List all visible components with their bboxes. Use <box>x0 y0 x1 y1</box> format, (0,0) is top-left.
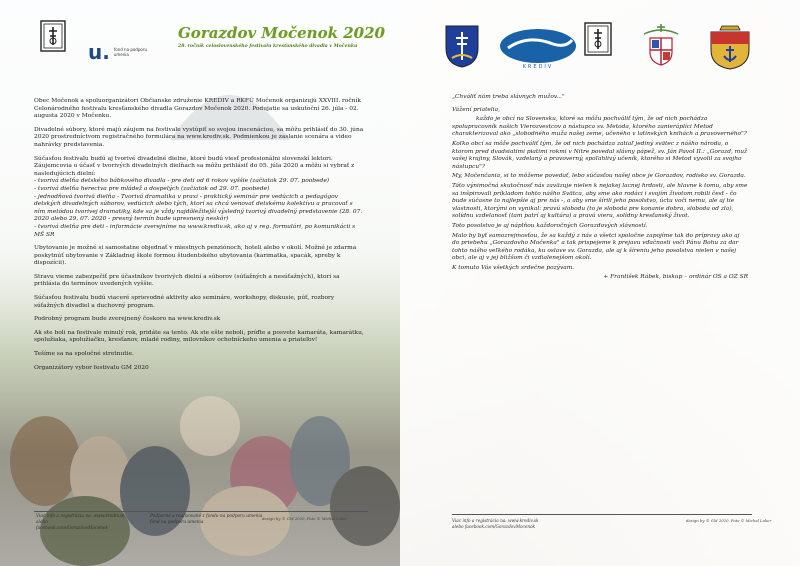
right-page <box>400 0 800 566</box>
meals-paragraph: Stravu vieme zabezpečiť pre účastníkov tvorivých dielní a súborov (súťažných a nesúťažných), ktorí sa prihlásia do termínov uvedených vyššie. <box>34 273 340 288</box>
right-footer-divider <box>452 514 752 515</box>
invite-paragraph: Ak ste boli na festivale minulý rok, pridáte sa tento. Ak ste ešte neboli, príďte a posvete kamaráta, kamarátku, spolužiaka, spolužiačku, kresťanov, mladé rodiny, milovníkov ochotníckeho umenia a priateľov! <box>34 329 364 344</box>
left-footer-divider <box>34 511 368 512</box>
letter-paragraph: Táto výnimočná skutočnosť nás zaväzuje nielen k nejakej lacnej hrdosti, ale hlavne k tomu, aby sme sa inšpirovali príkladom tohto nášho Svätca, aby sme ako rodáci i svojím životom robili česť - čo bude súčasne to najlepšie aj pre nás -, a aby sme šírili jeho posolstvo, úctu voči nemu, ale aj tie vlastnosti, ktorými on vynikal: pravú slobodu (to je sloboda pre konanie dobra, sloboda od zla), solídnu vzdelanosť (tam patrí aj kultúra) a pravú vieru, solídny kresťanský život. <box>452 182 748 220</box>
letter-quote: „Chváliť nám treba slávnych mužov..." <box>452 94 565 100</box>
footer-line: Podporné a realizované z fondu na podporu umenia <box>150 514 263 519</box>
gorazd-emblem-logo <box>584 22 612 56</box>
mocenok-coat-of-arms <box>444 24 480 68</box>
left-footer-credits: design by © GM 2020, Foto © Michal Luker <box>262 516 348 521</box>
fond-na-podporu-umenia-logo: u . fond na podporu umenia <box>88 40 148 64</box>
organizers-paragraph: Organizátory vybor festivalu GM 2020 <box>34 364 149 371</box>
letter-paragraph: My, Močenčania, si to môžeme povedať, lebo súčasťou našej obce je Gorazdov, rodisko sv. Gorazda. <box>452 173 746 180</box>
footer-link[interactable]: alebo facebook.com/GorazdovMocenok <box>452 524 536 529</box>
footer-line: fond na podporu umenia <box>150 520 204 525</box>
bishop-coat-of-arms <box>640 22 682 68</box>
footer-line: alebo <box>36 520 48 525</box>
letter-signature: + František Rábek, biskup – ordinár OS a OZ SR <box>603 274 748 281</box>
gorazd-emblem-logo <box>40 20 66 52</box>
left-footer-info <box>36 514 125 532</box>
krediv-logo <box>498 26 578 70</box>
letter-paragraph: K tomuto Vás všetkých srdečne pozývam. <box>452 264 575 271</box>
workshop-item: - tvorivá dielňa herectva pre mládež a dospelých (začiatok od 29. 07. poobede) <box>34 185 270 192</box>
bishop-letter <box>452 94 748 284</box>
intro-paragraph: Obec Močenok a spoluorganizátori Občianske združenie KREDIV a RKFÚ Močenok organizujú XXVIII. ročník Celonárodného festivalu kresťanského divadla Gorazdov Močenok 2020. Podujatie sa uskutoční 26. júla - 02. augusta 2020 v Močenku. <box>34 98 361 120</box>
workshop-item: - jednodňová tvorivá dielňa - Tvorivá dramatika v praxi - praktický seminár pre vedúcich a pedagógov detských divadelných súborov, vedúcich alebo tých, ktorí sa chcú venovať detskému kolektívu a pracovať s ním metódou tvorivej dramatiky, kde sa je vždy najdôležitejší výsledný tvorivý divadelný predstavenie (28. 07. 2020 alebo 29. 07. 2020 - presný termín bude upresnený neskôr) <box>34 193 363 223</box>
letter-greeting: Vážení priatelia, <box>452 106 500 113</box>
letter-paragraph: Toto posolstvo je aj náplňou každoročných Gorazdových slávností. <box>452 222 648 229</box>
festival-subtitle: 28. ročník celoslovenského festivalu kresťanského divadla v Močenku <box>178 44 358 49</box>
fond-label: fond na podporu umenia <box>113 47 148 57</box>
workshops-intro: Súčasťou festivalu budú aj tvorivé divadelné dielne, ktoré budú viesť profesionálni slovenskí lektori. Záujemcovia o účasť v tvorivých divadelných dielňach sa môžu prihlásiť do 05. júla 2020 a môžu si vybrať z nasledujúcich dielní: <box>34 155 355 177</box>
letter-paragraph: každo je obcí na Slovensku, ktoré sa môžu pochváliť tým, že od nich pochádza spolupracovník našich Vierozvestcov a nástupca sv. Metoda, ktorého zanieráplíci Metod charakterizoval ako „slobodného muža našej zeme, učeného v latinských knihách a pravoverného"? <box>452 116 747 138</box>
program-paragraph: Podrobný program bude zverejnený čoskoro na www.krediv.sk <box>34 316 221 323</box>
letter-paragraph: Koľko obcí sa môže pochváliť tým, že od nich pochádza zatiaľ jediný svätec z nášho národa, o ktorom pred dvadsiatimi piatimi rokmi v Nitre povedal slávny pápež, sv. Ján Pavol II.: „Gorazd, muž vašej krajiny, Slovák, vzdelaný a pravoverný, spoľahlivý učeník, ktorého si Metod vyvolil za svojho nástupcu"? <box>452 140 748 170</box>
left-body-text <box>34 98 364 378</box>
footer-line: Viac info a registrácia na: www.krediv.sk <box>36 514 125 519</box>
letter-paragraph: Malo by byť samozrejmosťou, že sa každý z nás a všetci spoločne zapojíme tak do prípravy ako aj do priebehu „Gorazdovho Močenka" a tak prispejeme k prejavu vďačnosti voči Pánu Bohu za dar tohto nášho veľkého rodáka, ku oslave sv. Gorazda, ale aj k šíreniu jeho posolstva nielen v našej obci, ale aj v jej bližšom či vzdialenejšom okolí. <box>452 232 740 262</box>
krediv-wordmark: KREDIV <box>522 64 554 70</box>
registration-paragraph: Divadelné súbory, ktoré majú záujem na festivale vystúpiť so svojou inscenáciou, sa môžu prihlásiť do 30. júna 2020 prostredníctvom registračného formulára na www.krediv.sk. Podmienkou je zaslanie scenára a video nahrávky predstavenia. <box>34 126 364 148</box>
workshop-item: - tvorivá dielňa pre deti - informácie zverejníme na www.krediv.sk, ako aj v reg. formulári, po komunikácii s MŠ SR <box>34 223 356 238</box>
right-footer-credits: design by © GM 2020, Foto © Michal Luker <box>686 518 772 523</box>
right-footer-info <box>452 518 539 530</box>
left-footer-support <box>150 514 262 526</box>
closing-paragraph: Tešíme sa na spoločné stretnutie. <box>34 351 134 358</box>
festival-title: Gorazdov Močenok 2020 <box>178 24 385 42</box>
accommodation-paragraph: Ubytovanie je možné si samostatne objednať v miestnych penziónoch, hoteli alebo v okolí. Možné je zdarma poskytnúť ubytovanie v Základnej škole formou študentského ubytovania (karimatka, spacák, spreby k dispozícii). <box>34 245 357 267</box>
activities-paragraph: Súčasťou festivalu budú viaceré sprievodné aktivity ako semináre, workshopy, diskusie, púť, rozbory súťažných divadiel a duchovný program. <box>34 295 335 309</box>
workshop-item: - tvorivá dielňa detského bábkového divadla - pre deti od 6 rokov vyššie (začiatok 29. 07. poobede) <box>34 178 330 185</box>
footer-line: Viac info a registrácia na: www.krediv.sk <box>452 518 539 523</box>
gorazdov-coat-of-arms <box>708 24 752 70</box>
footer-link[interactable]: facebook.com/GorazdovMocenok <box>36 526 109 531</box>
